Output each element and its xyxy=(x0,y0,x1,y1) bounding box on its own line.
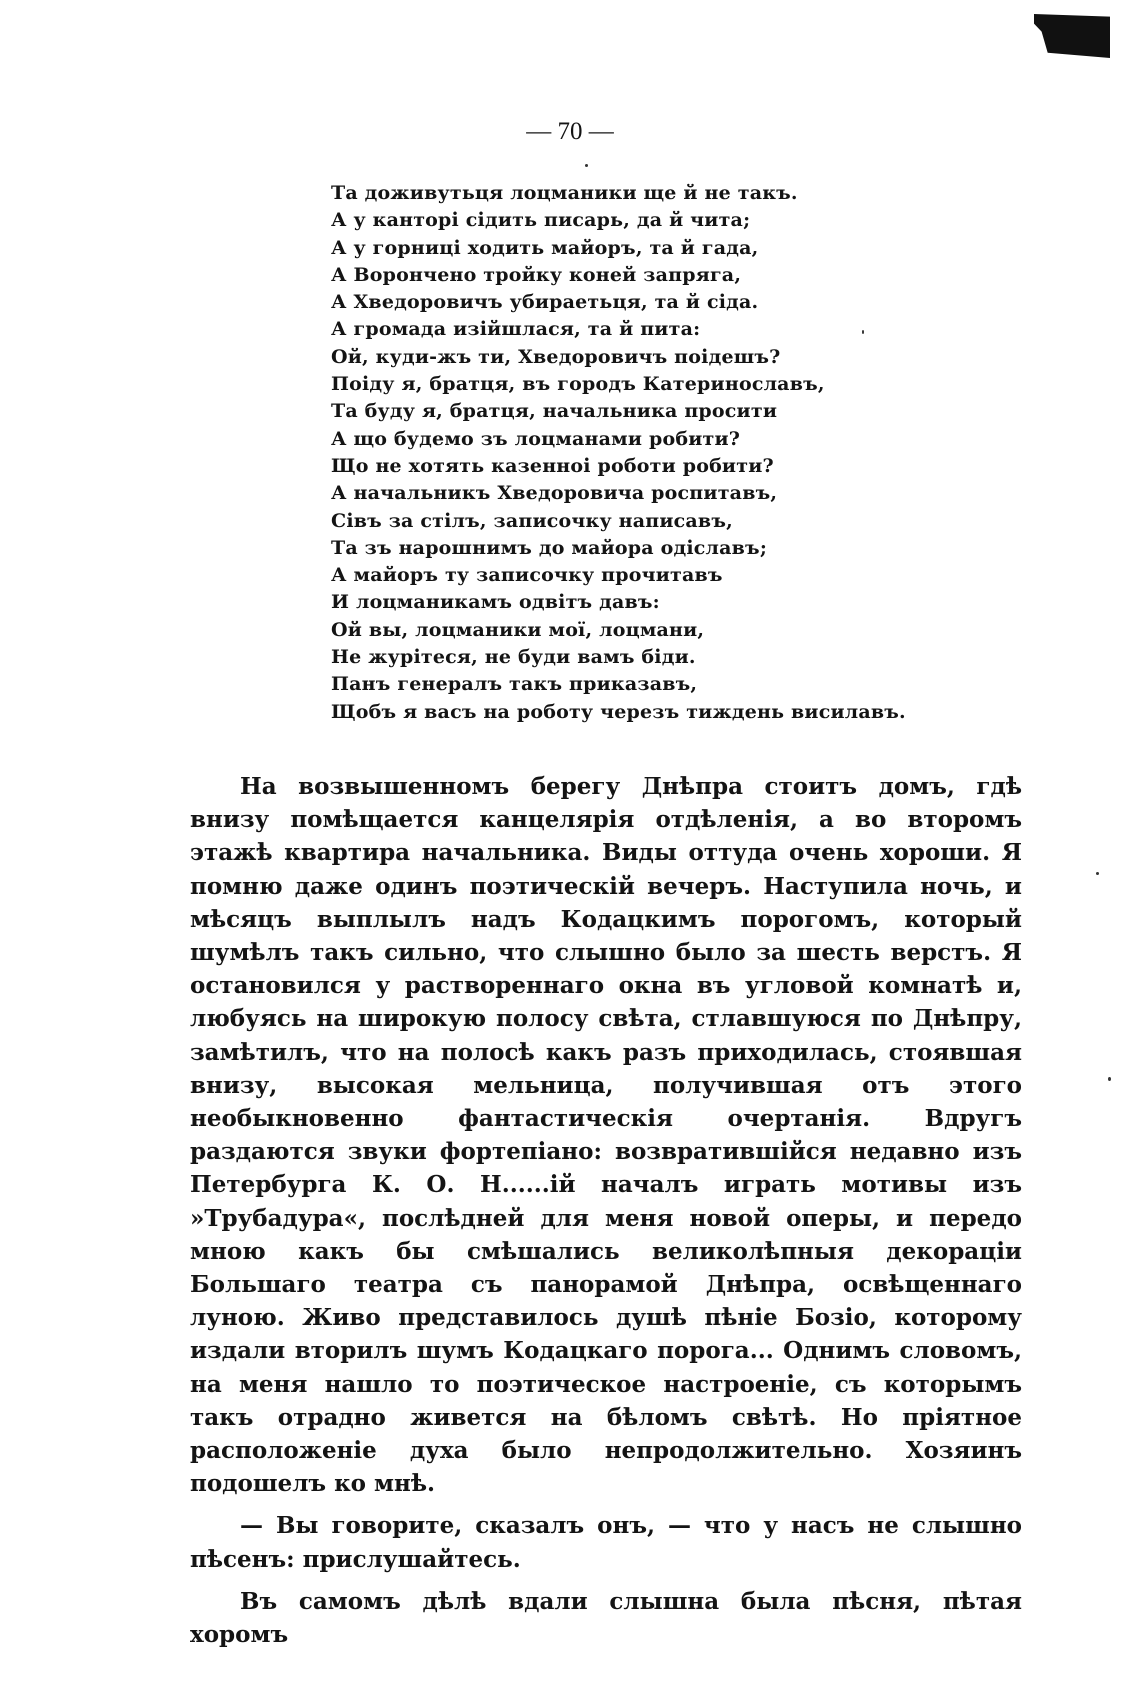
prose-block xyxy=(190,770,1022,1651)
scan-corner-mark xyxy=(1034,14,1110,58)
verse-line: Сівъ за стілъ, записочку написавъ, xyxy=(331,509,733,532)
verse-line: Панъ генералъ такъ приказавъ, xyxy=(331,673,698,696)
dialogue-paragraph: — Вы говорите, сказалъ онъ, — что у насъ не слышно пѣсенъ: прислушайтесь. xyxy=(190,1512,1022,1573)
verse-line: Ой вы, лоцманики мої, лоцмани, xyxy=(331,618,705,641)
page-number: — 70 — xyxy=(526,118,614,145)
scan-speck xyxy=(585,164,588,167)
verse-line: А громада изійшлася, та й пита: xyxy=(331,318,701,341)
verse-line: Щобъ я васъ на роботу черезъ тиждень висилавъ. xyxy=(331,700,906,723)
verse-line: А у канторі сідить писарь, да й чита; xyxy=(331,209,751,232)
verse-line: Та доживутьця лоцманики ще й не такъ. xyxy=(331,182,798,204)
verse-line: А майоръ ту записочку прочитавъ xyxy=(331,564,723,587)
verse-line: А Хведоровичъ убираетьця, та й сіда. xyxy=(331,291,759,314)
verse-line: И лоцманикамъ одвітъ давъ: xyxy=(331,591,660,614)
verse-line: Ой, куди-жъ ти, Хведоровичъ поідешъ? xyxy=(331,345,781,368)
verse-line: Не журітеся, не буди вамъ біди. xyxy=(331,646,696,669)
scan-speck xyxy=(1096,872,1099,875)
verse-line: Та зъ нарошнимъ до майора одіславъ; xyxy=(331,536,768,559)
scan-speck xyxy=(1108,1077,1111,1081)
verse-line: Поіду я, братця, въ городъ Катеринославъ, xyxy=(331,373,825,396)
verse-line: А начальникъ Хведоровича роспитавъ, xyxy=(331,482,778,505)
verse-line: А Ворончено тройку коней запряга, xyxy=(331,263,742,286)
verse-block xyxy=(331,180,906,726)
verse-line: А у горниці ходить майоръ, та й гада, xyxy=(331,236,759,259)
verse-line: Та буду я, братця, начальника просити xyxy=(331,400,778,423)
body-paragraph: На возвышенномъ берегу Днѣпра стоитъ домъ, гдѣ внизу помѣщается канцелярія отдѣленія, а во второмъ этажѣ квартира начальника. Виды оттуда очень хороши. Я помню даже одинъ поэтическій вечеръ. Наступила ночь, и мѣсяцъ выплылъ надъ Кодацкимъ порогомъ, который шумѣлъ такъ сильно, что слышно было за шесть верстъ. Я остановился у раствореннаго окна въ угловой комнатѣ и, любуясь на широкую полосу свѣта, стлавшуюся по Днѣпру, замѣтилъ, что на полосѣ какъ разъ приходилась, стоявшая внизу, высокая мельница, получившая отъ этого необыкновенно фантастическія очертанія. Вдругъ раздаются звуки фортепіано: возвратившійся недавно изъ Петербурга К. О. Н......ій началъ играть мотивы изъ »Трубадура«, послѣдней для меня новой оперы, и передо мною какъ бы смѣшались великолѣпныя декораціи Большаго театра съ панорамой Днѣпра, освѣщеннаго луною. Живо представилось душѣ пѣніе Бозіо, которому издали вторилъ шумъ Кодацкаго порога... Однимъ словомъ, на меня нашло то поэтическое настроеніе, съ которымъ такъ отрадно живется на бѣломъ свѣтѣ. Но пріятное расположеніе духа было непродолжительно. Хозяинъ подошелъ ко мнѣ. xyxy=(190,773,1022,1498)
body-paragraph: Въ самомъ дѣлѣ вдали слышна была пѣсня, пѣтая хоромъ xyxy=(190,1587,1022,1649)
verse-line: А що будемо зъ лоцманами робити? xyxy=(331,427,741,450)
verse-line: Що не хотять казенноі роботи робити? xyxy=(331,454,774,477)
